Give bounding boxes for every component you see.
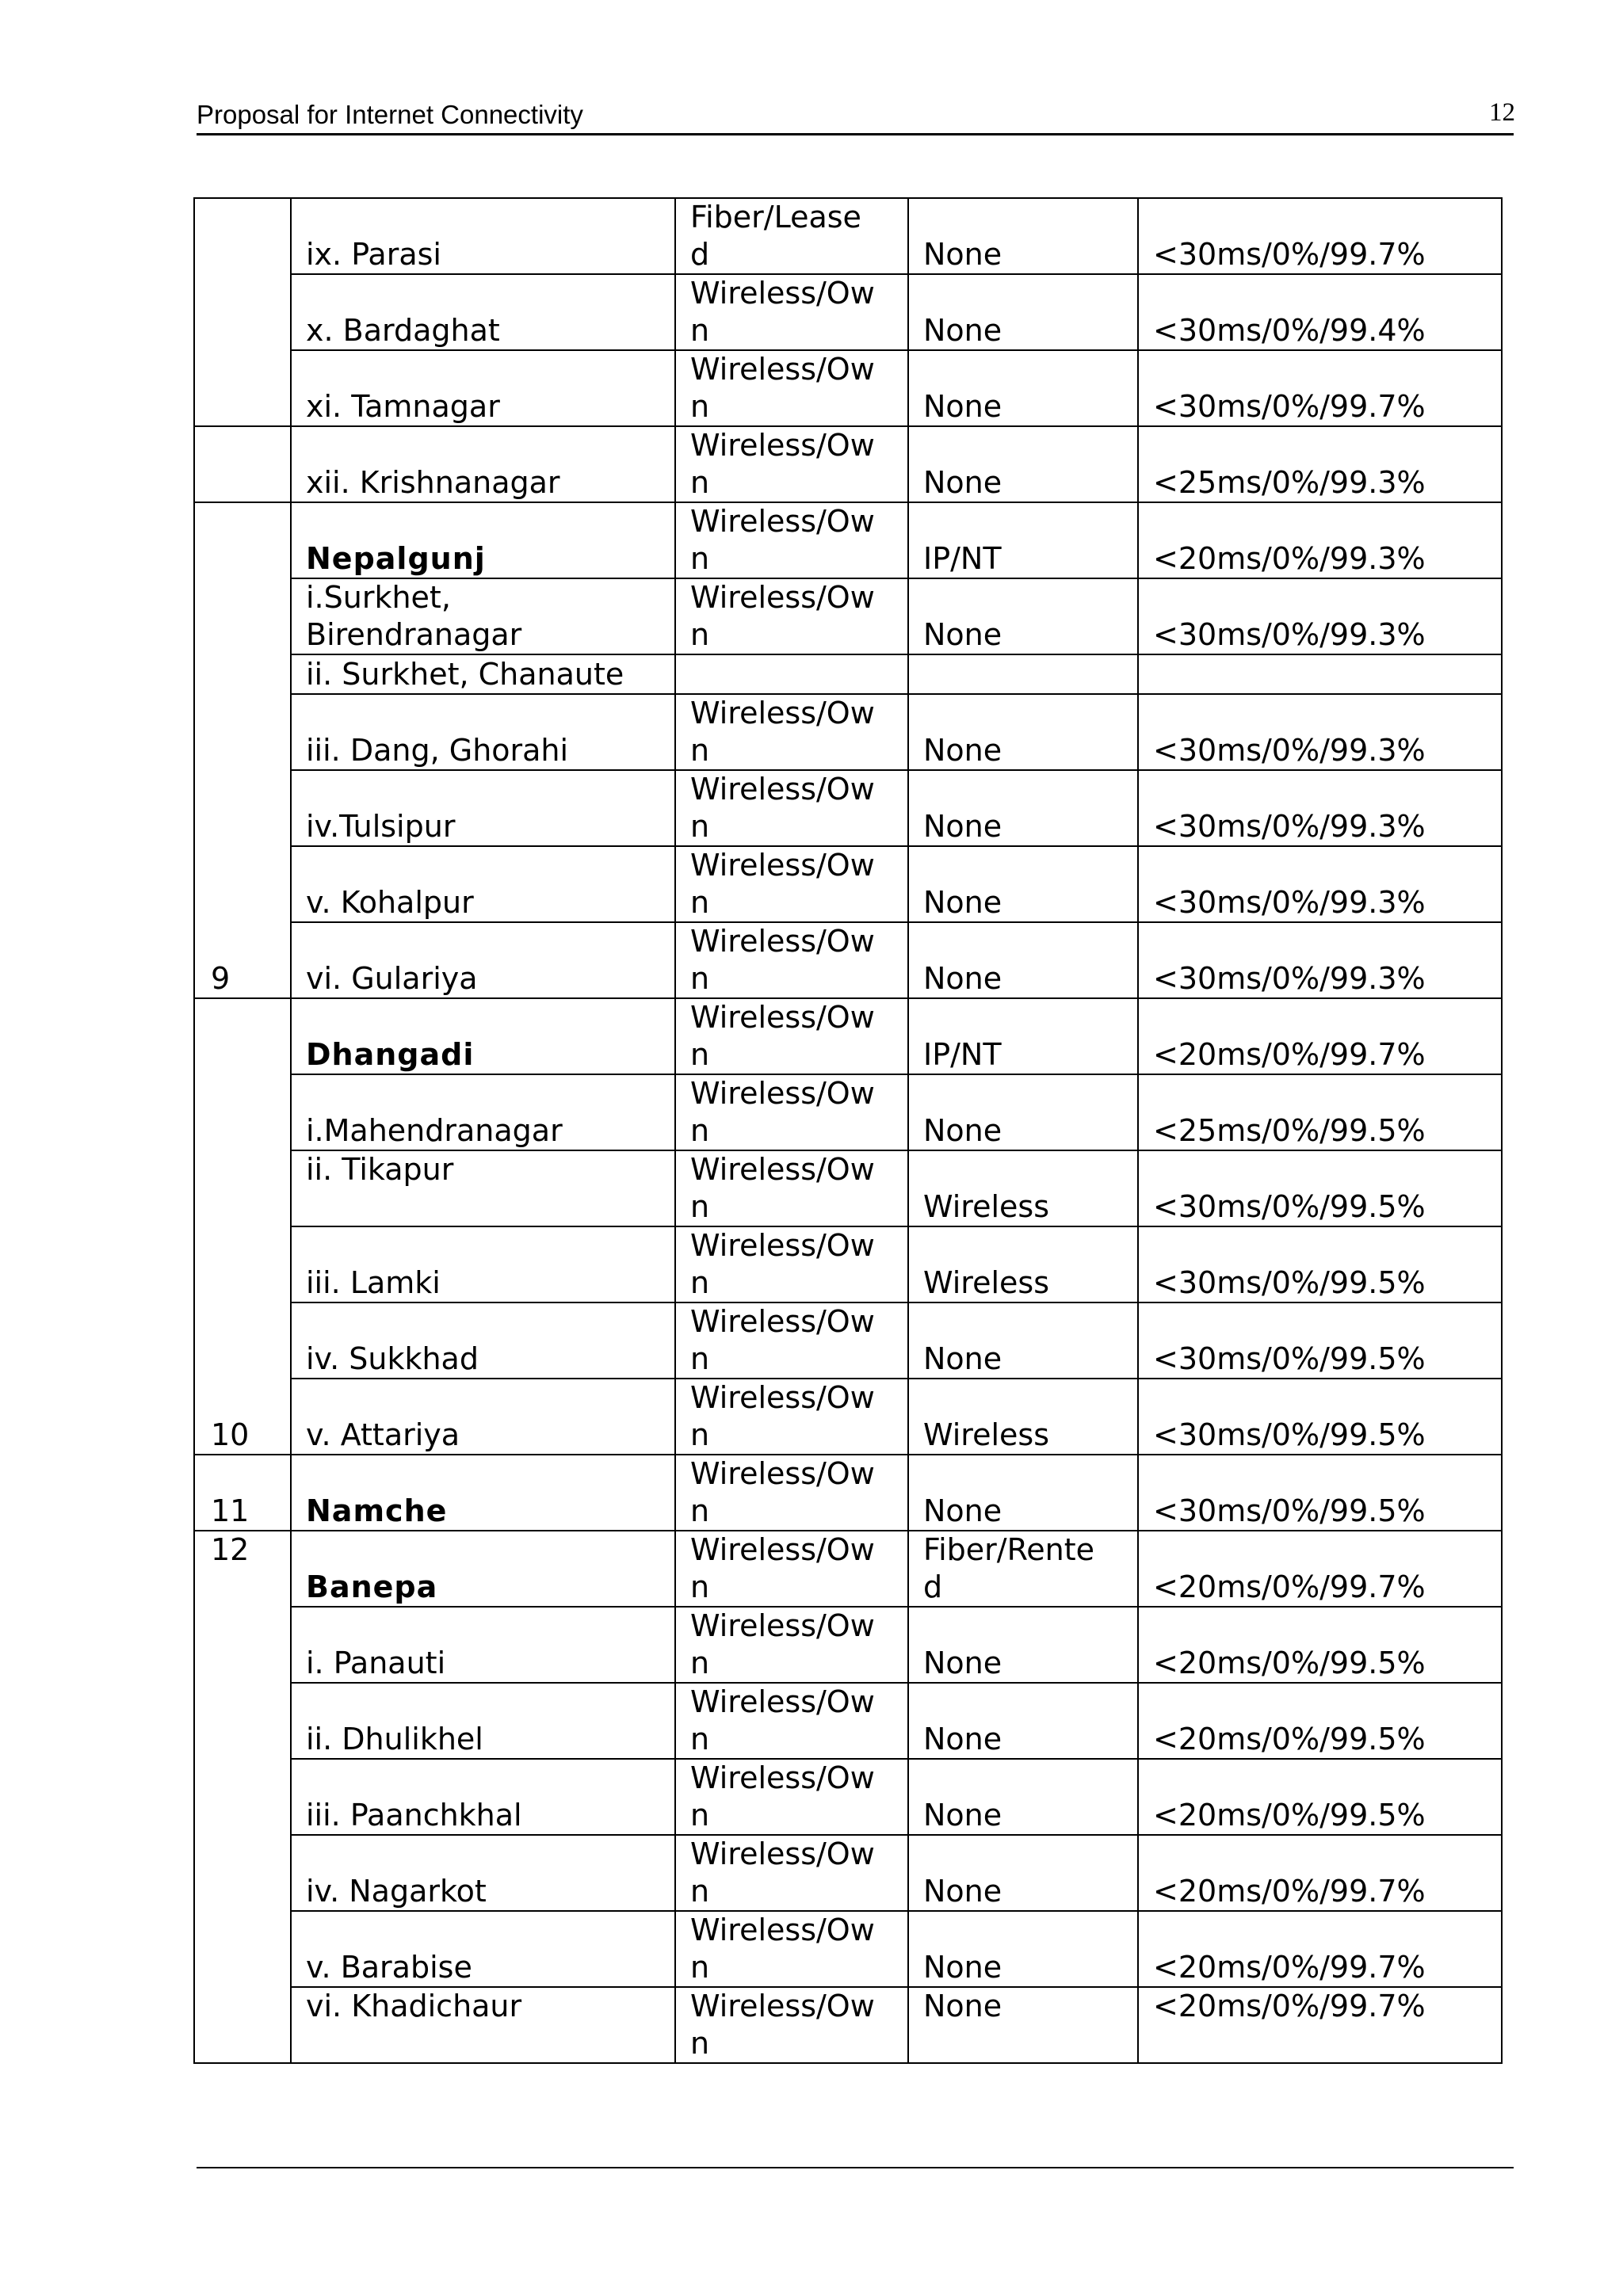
link-type-cell: Wireless/Ow n xyxy=(675,426,908,502)
backup-cell: None xyxy=(908,1074,1138,1150)
performance-cell: <20ms/0%/99.3% xyxy=(1138,502,1502,578)
table-row xyxy=(194,1835,1502,1911)
table-row xyxy=(194,694,1502,770)
performance-cell: <20ms/0%/99.7% xyxy=(1138,1531,1502,1607)
performance-cell: <30ms/0%/99.3% xyxy=(1138,770,1502,846)
link-type-cell: Wireless/Ow n xyxy=(675,1911,908,1987)
backup-cell: None xyxy=(908,694,1138,770)
table-row xyxy=(194,426,1502,502)
link-type-cell: Wireless/Ow n xyxy=(675,350,908,426)
page-number: 12 xyxy=(1489,98,1515,127)
backup-cell: None xyxy=(908,578,1138,654)
site-cell: iii. Lamki xyxy=(291,1226,675,1302)
site-cell: ii. Surkhet, Chanaute xyxy=(291,654,675,694)
hub-site-cell: Dhangadi xyxy=(291,998,675,1074)
backup-cell: None xyxy=(908,1911,1138,1987)
page-header xyxy=(197,93,1514,135)
backup-cell: None xyxy=(908,274,1138,350)
site-cell: iv. Nagarkot xyxy=(291,1835,675,1911)
table-row xyxy=(194,502,1502,578)
link-type-cell: Wireless/Ow n xyxy=(675,922,908,998)
performance-cell: <30ms/0%/99.3% xyxy=(1138,578,1502,654)
performance-cell: <20ms/0%/99.7% xyxy=(1138,998,1502,1074)
site-cell: vi. Gulariya xyxy=(291,922,675,998)
performance-cell: <30ms/0%/99.3% xyxy=(1138,846,1502,922)
link-type-cell: Wireless/Ow n xyxy=(675,274,908,350)
group-number-cell: 11 xyxy=(194,1455,291,1531)
link-type-cell: Wireless/Ow n xyxy=(675,578,908,654)
group-number-cell xyxy=(194,198,291,426)
link-type-cell: Wireless/Ow n xyxy=(675,1379,908,1455)
connectivity-table xyxy=(193,197,1503,2064)
table-row xyxy=(194,1683,1502,1759)
performance-cell: <20ms/0%/99.5% xyxy=(1138,1683,1502,1759)
backup-cell: None xyxy=(908,1683,1138,1759)
backup-cell: None xyxy=(908,1607,1138,1683)
backup-cell: None xyxy=(908,1759,1138,1835)
table-row xyxy=(194,1379,1502,1455)
group-number-cell: 10 xyxy=(194,998,291,1455)
footer-rule xyxy=(197,2167,1514,2168)
backup-cell: None xyxy=(908,1987,1138,2063)
table-row xyxy=(194,1987,1502,2063)
performance-cell: <30ms/0%/99.3% xyxy=(1138,694,1502,770)
performance-cell: <30ms/0%/99.5% xyxy=(1138,1226,1502,1302)
site-cell: iv. Sukkhad xyxy=(291,1302,675,1379)
link-type-cell: Wireless/Ow n xyxy=(675,770,908,846)
performance-cell: <30ms/0%/99.5% xyxy=(1138,1379,1502,1455)
backup-cell: None xyxy=(908,426,1138,502)
link-type-cell: Wireless/Ow n xyxy=(675,1150,908,1226)
hub-site-cell: Namche xyxy=(291,1455,675,1531)
backup-cell: None xyxy=(908,1302,1138,1379)
link-type-cell: Wireless/Ow n xyxy=(675,1987,908,2063)
site-cell: v. Barabise xyxy=(291,1911,675,1987)
site-cell: vi. Khadichaur xyxy=(291,1987,675,2063)
hub-site-cell: Nepalgunj xyxy=(291,502,675,578)
backup-cell: None xyxy=(908,922,1138,998)
performance-cell: <30ms/0%/99.5% xyxy=(1138,1455,1502,1531)
table-row xyxy=(194,350,1502,426)
backup-cell: None xyxy=(908,350,1138,426)
backup-cell: IP/NT xyxy=(908,998,1138,1074)
link-type-cell: Wireless/Ow n xyxy=(675,694,908,770)
link-type-cell: Wireless/Ow n xyxy=(675,1302,908,1379)
backup-cell: Wireless xyxy=(908,1379,1138,1455)
hub-site-cell: Banepa xyxy=(291,1531,675,1607)
group-number-cell: 12 xyxy=(194,1531,291,2063)
table-row xyxy=(194,274,1502,350)
link-type-cell: Wireless/Ow n xyxy=(675,1226,908,1302)
link-type-cell: Wireless/Ow n xyxy=(675,1835,908,1911)
table-row xyxy=(194,1226,1502,1302)
link-type-cell: Wireless/Ow n xyxy=(675,1759,908,1835)
link-type-cell: Wireless/Ow n xyxy=(675,1074,908,1150)
performance-cell: <30ms/0%/99.7% xyxy=(1138,350,1502,426)
table-row xyxy=(194,1455,1502,1531)
performance-cell: <25ms/0%/99.3% xyxy=(1138,426,1502,502)
backup-cell: None xyxy=(908,770,1138,846)
link-type-cell: Wireless/Ow n xyxy=(675,846,908,922)
table-row xyxy=(194,998,1502,1074)
header-title: Proposal for Internet Connectivity xyxy=(197,100,583,129)
table-row xyxy=(194,1531,1502,1607)
table-row xyxy=(194,1911,1502,1987)
performance-cell: <30ms/0%/99.3% xyxy=(1138,922,1502,998)
site-cell: i.Surkhet, Birendranagar xyxy=(291,578,675,654)
site-cell: iii. Dang, Ghorahi xyxy=(291,694,675,770)
table-row xyxy=(194,1074,1502,1150)
table-row xyxy=(194,922,1502,998)
group-number-cell xyxy=(194,426,291,502)
table-row xyxy=(194,198,1502,274)
site-cell: ix. Parasi xyxy=(291,198,675,274)
link-type-cell xyxy=(675,654,908,694)
performance-cell: <20ms/0%/99.5% xyxy=(1138,1607,1502,1683)
table-row xyxy=(194,578,1502,654)
table-row xyxy=(194,1150,1502,1226)
performance-cell: <20ms/0%/99.5% xyxy=(1138,1759,1502,1835)
link-type-cell: Wireless/Ow n xyxy=(675,998,908,1074)
performance-cell: <30ms/0%/99.7% xyxy=(1138,198,1502,274)
link-type-cell: Fiber/Lease d xyxy=(675,198,908,274)
link-type-cell: Wireless/Ow n xyxy=(675,1531,908,1607)
backup-cell: None xyxy=(908,198,1138,274)
link-type-cell: Wireless/Ow n xyxy=(675,1455,908,1531)
performance-cell: <30ms/0%/99.4% xyxy=(1138,274,1502,350)
backup-cell: Wireless xyxy=(908,1226,1138,1302)
performance-cell: <20ms/0%/99.7% xyxy=(1138,1911,1502,1987)
backup-cell: IP/NT xyxy=(908,502,1138,578)
performance-cell: <20ms/0%/99.7% xyxy=(1138,1987,1502,2063)
site-cell: ii. Dhulikhel xyxy=(291,1683,675,1759)
site-cell: iv.Tulsipur xyxy=(291,770,675,846)
backup-cell: Fiber/Rente d xyxy=(908,1531,1138,1607)
group-number-cell: 9 xyxy=(194,502,291,998)
site-cell: xi. Tamnagar xyxy=(291,350,675,426)
site-cell: iii. Paanchkhal xyxy=(291,1759,675,1835)
site-cell: v. Kohalpur xyxy=(291,846,675,922)
performance-cell: <30ms/0%/99.5% xyxy=(1138,1150,1502,1226)
site-cell: i. Panauti xyxy=(291,1607,675,1683)
site-cell: xii. Krishnanagar xyxy=(291,426,675,502)
table-row xyxy=(194,1302,1502,1379)
backup-cell xyxy=(908,654,1138,694)
table-row xyxy=(194,1607,1502,1683)
performance-cell xyxy=(1138,654,1502,694)
site-cell: i.Mahendranagar xyxy=(291,1074,675,1150)
site-cell: ii. Tikapur xyxy=(291,1150,675,1226)
performance-cell: <20ms/0%/99.7% xyxy=(1138,1835,1502,1911)
link-type-cell: Wireless/Ow n xyxy=(675,1683,908,1759)
site-cell: x. Bardaghat xyxy=(291,274,675,350)
table-row xyxy=(194,846,1502,922)
table-row xyxy=(194,1759,1502,1835)
backup-cell: None xyxy=(908,1835,1138,1911)
backup-cell: None xyxy=(908,1455,1138,1531)
backup-cell: Wireless xyxy=(908,1150,1138,1226)
performance-cell: <25ms/0%/99.5% xyxy=(1138,1074,1502,1150)
backup-cell: None xyxy=(908,846,1138,922)
link-type-cell: Wireless/Ow n xyxy=(675,1607,908,1683)
table-row xyxy=(194,654,1502,694)
performance-cell: <30ms/0%/99.5% xyxy=(1138,1302,1502,1379)
table-row xyxy=(194,770,1502,846)
site-cell: v. Attariya xyxy=(291,1379,675,1455)
link-type-cell: Wireless/Ow n xyxy=(675,502,908,578)
